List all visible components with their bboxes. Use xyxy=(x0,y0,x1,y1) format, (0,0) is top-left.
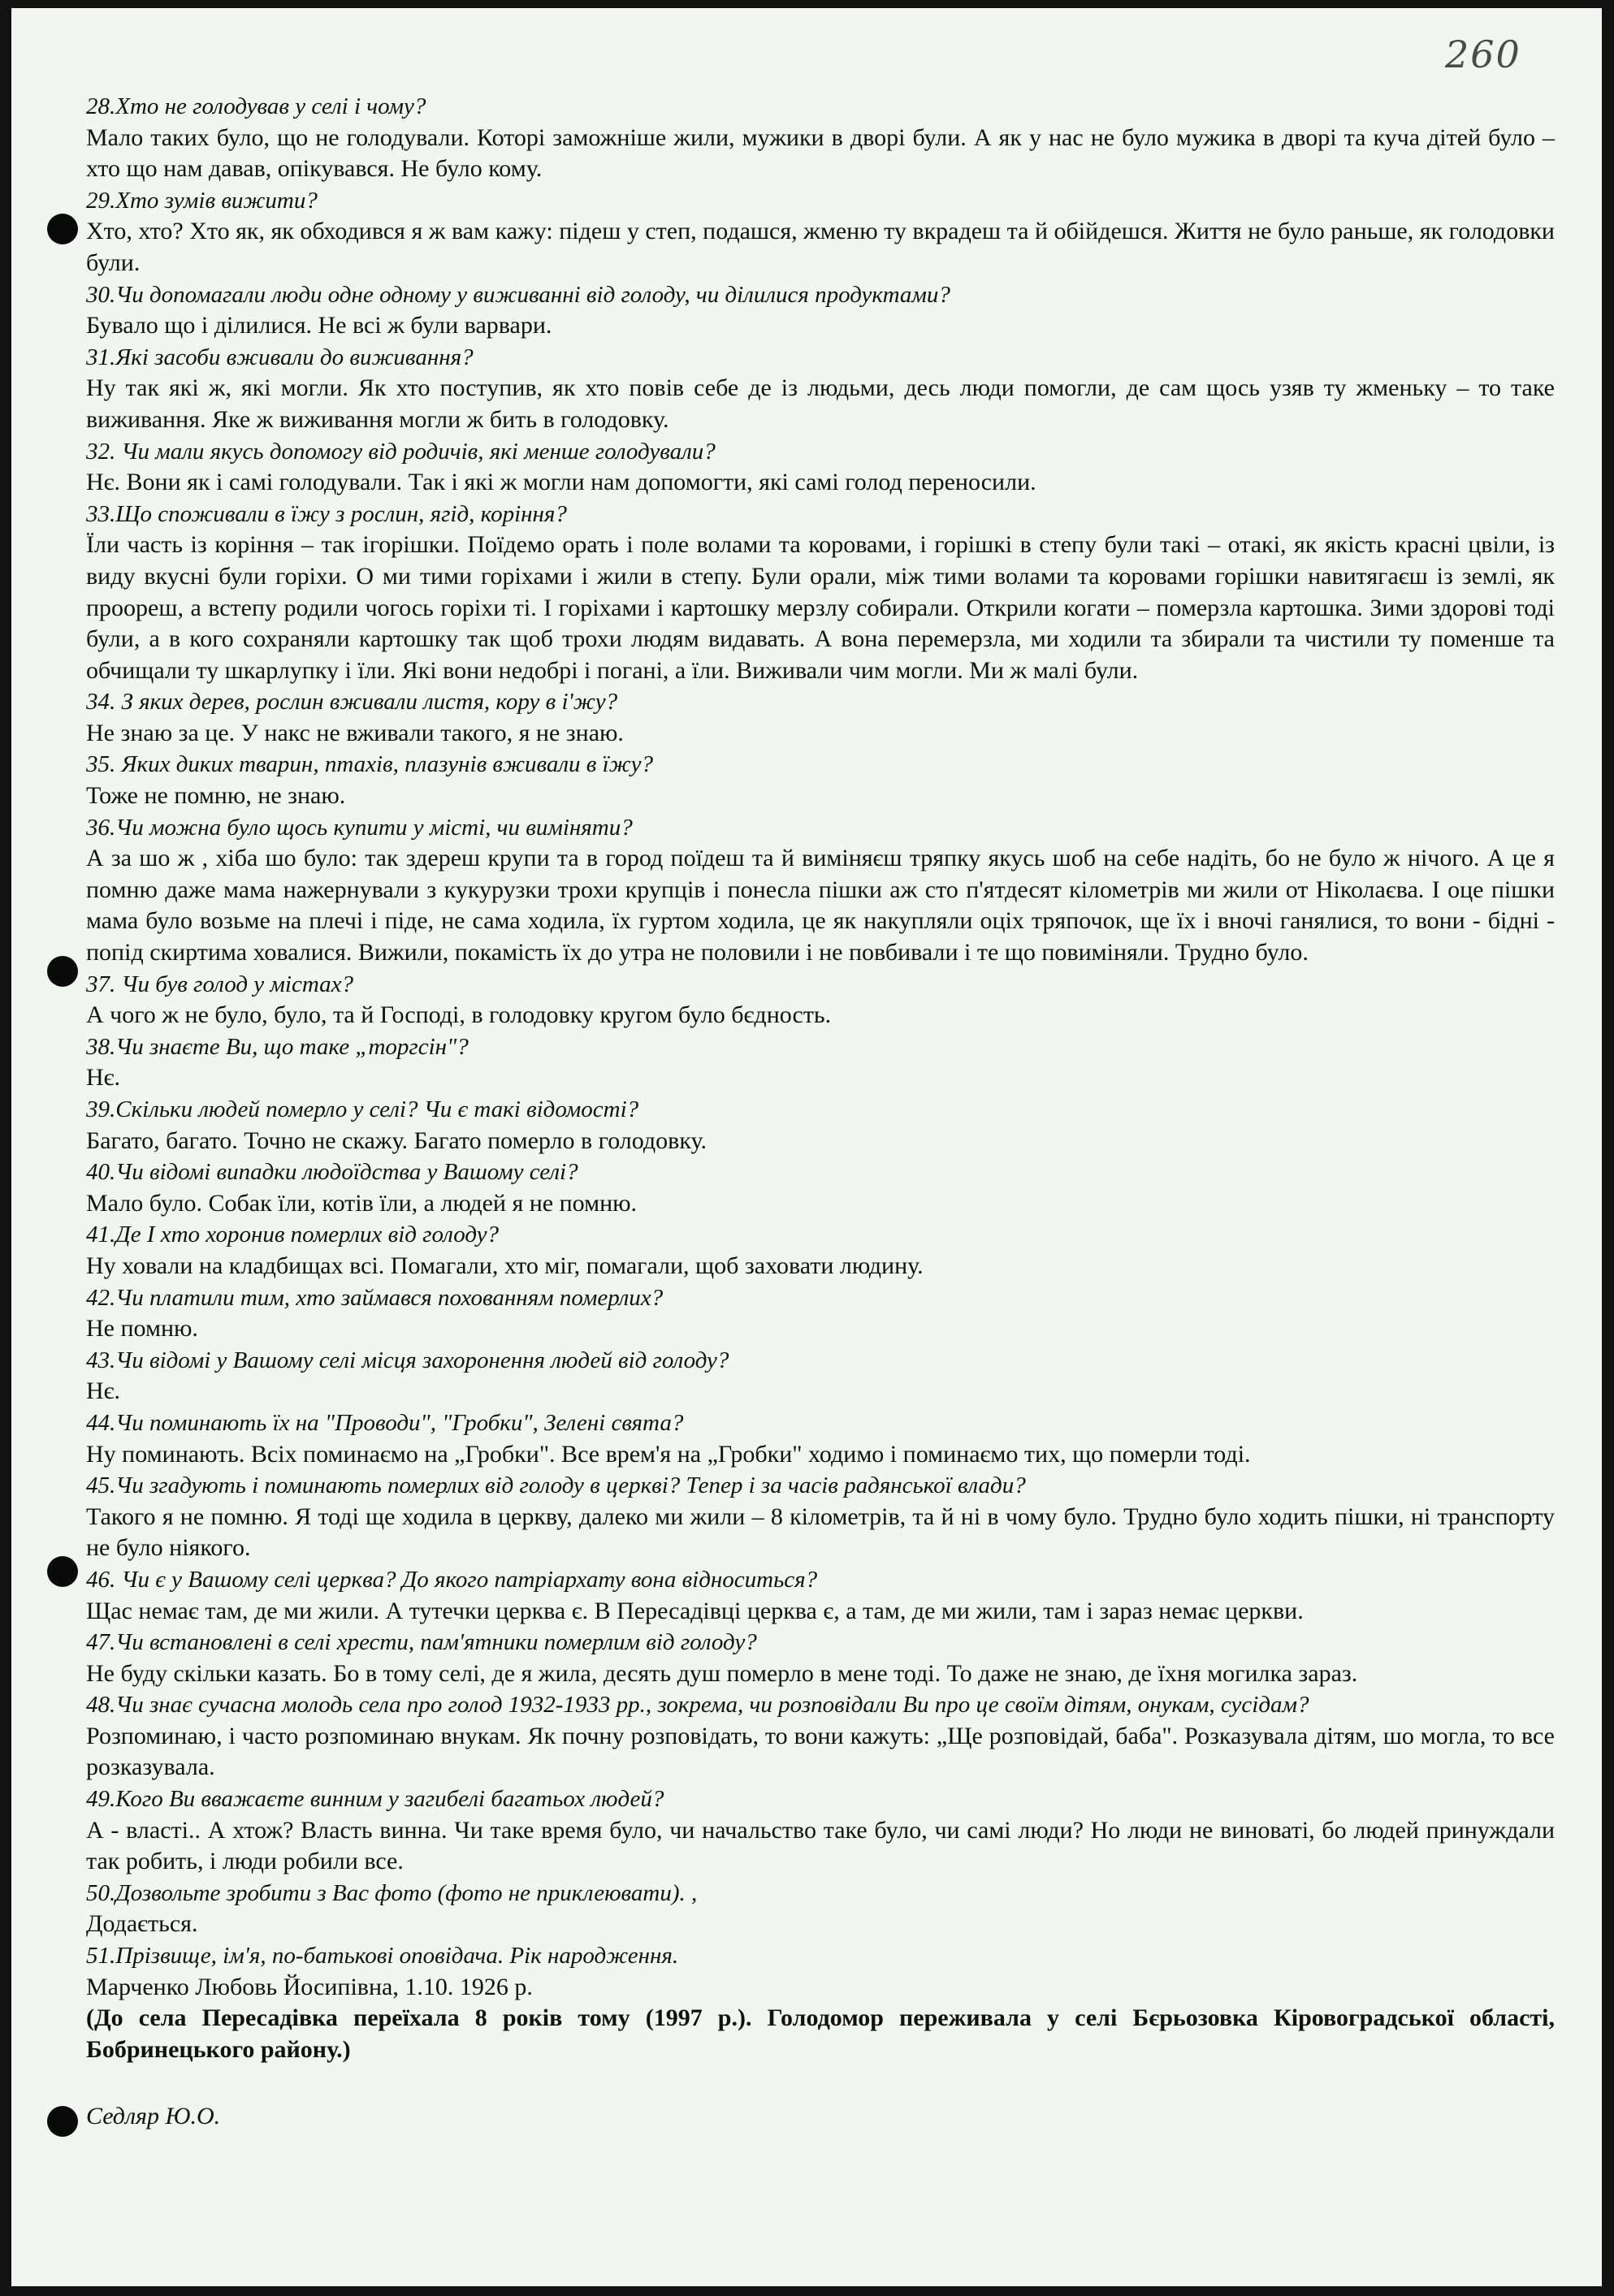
question: 42.Чи платили тим, хто займався похованням померлих? xyxy=(86,1284,664,1311)
question: 36.Чи можна було щось купити у місті, чи виміняти? xyxy=(86,814,633,841)
answer: Нє. xyxy=(86,1377,121,1405)
question: 49.Кого Ви вважаєте винним у загибелі багатьох людей? xyxy=(86,1786,664,1813)
question: 34. З яких дерев, рослин вживали листя, кору в і'жу? xyxy=(86,689,618,716)
punch-hole xyxy=(47,1556,78,1587)
answer: Їли часть із коріння – так ігорішки. Поїдемо орать і поле волами та коровами, і горішкі в степу були такі – отакі, як якість красні цвіли, із виду вкусні були горіхи. О ми тими горіхами і жили в степу. Були орали, між тими волами та коровами горішки навитягаєш із землі, як проореш, а встепу родили чогось горіхи ті. І горіхами і картошку мерзлу собирали. Открили когати – померзла картошка. Зими здорові тоді були, а в кого сохраняли картошку так щоб трохи людям видавать. А вона перемерзла, ми ходили та збирали та чистили ту поменше та обчищали ту шкарлупку і їли. Які вони недобрі і погані, а їли. Виживали чим могли. Ми ж малі були. xyxy=(86,531,1555,684)
answer: Марченко Любовь Йосипівна, 1.10. 1926 р. xyxy=(86,1973,533,2000)
question: 44.Чи поминають їх на "Проводи", "Гробки", Зелені свята? xyxy=(86,1409,684,1436)
question: 38.Чи знаєте Ви, що таке „торгсін"? xyxy=(86,1033,469,1060)
answer: Розпоминаю, і часто розпоминаю внукам. Як почну розповідать, то вони кажуть: „Ще розповідай, баба". Розказувала дітям, шо могла, то все розказувала. xyxy=(86,1722,1555,1781)
answer: Хто, хто? Хто як, як обходився я ж вам кажу: підеш у степ, подашся, жменю ту вкрадеш та й обійдешся. Життя не було раньше, як голодовки були. xyxy=(86,218,1555,276)
answer: Мало було. Собак їли, котів їли, а людей я не помню. xyxy=(86,1189,638,1217)
answer: Ну так які ж, які могли. Як хто поступив, як хто повів себе де із людьми, десь люди помогли, де сам щось узяв ту жменьку – то таке виживання. Яке ж виживання могли ж бить в голодовку. xyxy=(86,374,1555,433)
question: 47.Чи встановлені в селі хрести, пам'ятники померлим від голоду? xyxy=(86,1629,757,1656)
punch-hole xyxy=(47,956,78,987)
answer: Не помню. xyxy=(86,1315,198,1343)
answer: Нє. xyxy=(86,1064,121,1092)
answer: Щас немає там, де ми жили. А тутечки церква є. В Пересадівці церква є, а там, де ми жили, там і зараз немає церкви. xyxy=(86,1597,1304,1624)
question: 46. Чи є у Вашому селі церква? До якого патріархату вона відноситься? xyxy=(86,1566,818,1593)
question: 41.Де І хто хоронив померлих від голоду? xyxy=(86,1222,500,1248)
question: 48.Чи знає сучасна молодь села про голод 1932-1933 рр., зокрема, чи розповідали Ви про це своїм дітям, онукам, сусідам? xyxy=(86,1692,1309,1719)
answer: Ну поминають. Всіх поминаємо на „Гробки". Все врем'я на „Гробки" ходимо і поминаємо тих, що померли тоді. xyxy=(86,1440,1251,1468)
question: 40.Чи відомі випадки людоїдства у Вашому селі? xyxy=(86,1159,578,1186)
question: 35. Яких диких тварин, птахів, плазунів вживали в їжу? xyxy=(86,751,653,778)
answer: Такого я не помню. Я тоді ще ходила в церкву, далеко ми жили – 8 кілометрів, та й ні в чому було. Трудно було ходить пішки, ні транспорту не було ніякого. xyxy=(86,1503,1555,1562)
question: 50.Дозвольте зробити з Вас фото (фото не приклеювати). , xyxy=(86,1879,698,1906)
question: 51.Прізвище, ім'я, по-батькові оповідача. Рік народження. xyxy=(86,1943,679,1970)
question: 28.Хто не голодував у селі і чому? xyxy=(86,93,426,119)
question: 29.Хто зумів вижити? xyxy=(86,187,318,214)
punch-hole xyxy=(47,214,78,244)
question: 31.Які засоби вживали до виживання? xyxy=(86,344,474,370)
question: 32. Чи мали якусь допомогу від родичів, які менше голодували? xyxy=(86,438,716,465)
page-number: 260 xyxy=(1445,32,1521,76)
interviewer-signature: Седляр Ю.О. xyxy=(86,2103,221,2130)
answer: А чого ж не було, було, та й Господі, в голодовку кругом було бєдность. xyxy=(86,1001,832,1029)
question: 37. Чи був голод у містах? xyxy=(86,971,353,997)
question: 45.Чи згадують і поминають померлих від голоду в церкві? Тепер і за часів радянської влади? xyxy=(86,1472,1026,1499)
question: 39.Скільки людей померло у селі? Чи є такі відомості? xyxy=(86,1096,639,1122)
punch-hole xyxy=(47,2106,78,2137)
answer: Бувало що і ділилися. Не всі ж були варвари. xyxy=(86,312,552,339)
question: 30.Чи допомагали люди одне одному у виживанні від голоду, чи ділилися продуктами? xyxy=(86,281,950,308)
answer: Мало таких було, що не голодували. Которі заможніше жили, мужики в дворі були. А як у нас не було мужика в дворі та куча дітей було – хто що нам давав, опікувався. Не було кому. xyxy=(86,123,1555,183)
answer: Багато, багато. Точно не скажу. Багато померло в голодовку. xyxy=(86,1126,707,1154)
answer: Не буду скільки казать. Бо в тому селі, де я жила, десять душ померло в мене тоді. То даже не знаю, де їхня могилка зараз. xyxy=(86,1659,1358,1687)
question: 33.Що споживали в їжу з рослин, ягід, коріння? xyxy=(86,500,567,527)
answer: Нє. Вони як і самі голодували. Так і які ж могли нам допомогти, які самі голод переносили. xyxy=(86,469,1036,496)
answer: А за шо ж , хіба шо було: так здереш крупи та в город поїдеш та й виміняєш тряпку якусь шоб на себе надіть, бо не було ж нічого. А це я помню даже мама нажернували з кукурузки трохи крупців і понесла пішки аж сто п'ятдесят кілометрів ми жили от Ніколаєва. І оце пішки мама було возьме на плечі і піде, не сама ходила, їх гуртом ходила, це як накупляли оціх тряпочок, ще їх і вночі ганялися, то вони - бідні - попід скиртима ховалися. Вижили, покамість їх до утра не половили і не повбивали і те що повиміняли. Трудно було. xyxy=(86,845,1555,966)
document-page xyxy=(11,8,1602,2286)
question: 43.Чи відомі у Вашому селі місця захоронення людей від голоду? xyxy=(86,1347,729,1373)
answer: Ну ховали на кладбищах всі. Помагали, хто міг, помагали, щоб заховати людину. xyxy=(86,1252,924,1279)
answer: Додається. xyxy=(86,1910,198,1938)
answer: Тоже не помню, не знаю. xyxy=(86,782,346,810)
interviewee-note: (До села Пересадівка переїхала 8 років тому (1997 р.). Голодомор переживала у селі Бєрьозовка Кіровоградської області, Бобринецького району.) xyxy=(86,2004,1555,2063)
answer: А - власті.. А хтож? Власть винна. Чи таке время було, чи начальство таке було, чи самі люди? Но люди не виноваті, бо людей принуждали так робить, і люди робили все. xyxy=(86,1816,1555,1875)
answer: Не знаю за це. У накс не вживали такого, я не знаю. xyxy=(86,719,624,746)
interview-text xyxy=(86,91,1555,2133)
